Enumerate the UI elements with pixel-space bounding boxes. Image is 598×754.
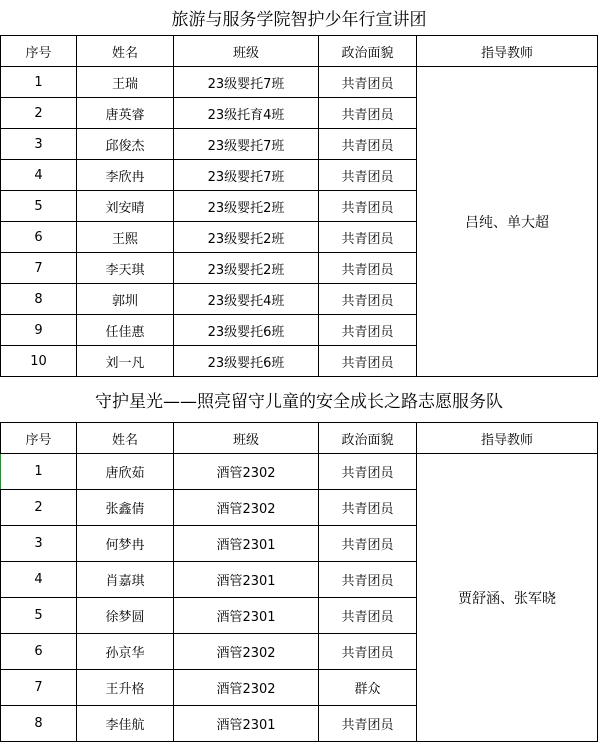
cell-no: 8 [1, 284, 77, 315]
cell-class: 酒管2301 [174, 598, 319, 634]
cell-no: 4 [1, 160, 77, 191]
cell-political: 共青团员 [319, 67, 417, 98]
cell-political: 共青团员 [319, 346, 417, 377]
cell-political: 共青团员 [319, 253, 417, 284]
header-cell-political: 政治面貌 [319, 36, 417, 67]
cell-name: 徐梦圆 [77, 598, 174, 634]
cell-class: 23级婴托7班 [174, 129, 319, 160]
cell-political: 共青团员 [319, 598, 417, 634]
table-title: 守护星光——照亮留守儿童的安全成长之路志愿服务队 [1, 377, 598, 423]
header-row [1, 423, 598, 454]
cell-political: 群众 [319, 670, 417, 706]
cell-class: 23级婴托6班 [174, 315, 319, 346]
team-table-2 [0, 377, 598, 742]
cell-name: 李佳航 [77, 706, 174, 742]
cell-class: 23级婴托2班 [174, 191, 319, 222]
header-cell-class: 班级 [174, 36, 319, 67]
cell-class: 23级婴托7班 [174, 160, 319, 191]
cell-class: 酒管2301 [174, 526, 319, 562]
cell-name: 王熙 [77, 222, 174, 253]
cell-political: 共青团员 [319, 160, 417, 191]
header-row [1, 36, 598, 67]
cell-class: 23级婴托2班 [174, 222, 319, 253]
cell-class: 23级婴托4班 [174, 284, 319, 315]
header-cell-no: 序号 [1, 423, 77, 454]
header-cell-class: 班级 [174, 423, 319, 454]
table-row [1, 67, 598, 98]
cell-name: 唐欣茹 [77, 454, 174, 490]
cell-class: 酒管2302 [174, 454, 319, 490]
cell-no: 6 [1, 222, 77, 253]
cell-name: 孙京华 [77, 634, 174, 670]
cell-name: 刘安晴 [77, 191, 174, 222]
cell-class: 酒管2302 [174, 490, 319, 526]
cell-no: 3 [1, 526, 77, 562]
cell-no: 3 [1, 129, 77, 160]
cell-name: 郭圳 [77, 284, 174, 315]
cell-teacher: 吕纯、单大超 [417, 67, 598, 377]
cell-name: 唐英睿 [77, 98, 174, 129]
cell-class: 23级婴托7班 [174, 67, 319, 98]
cell-political: 共青团员 [319, 706, 417, 742]
cell-name: 王瑞 [77, 67, 174, 98]
cell-political: 共青团员 [319, 490, 417, 526]
cell-political: 共青团员 [319, 284, 417, 315]
cell-class: 23级托育4班 [174, 98, 319, 129]
cell-no: 9 [1, 315, 77, 346]
cell-no: 2 [1, 490, 77, 526]
cell-name: 任佳惠 [77, 315, 174, 346]
cell-name: 张鑫倩 [77, 490, 174, 526]
cell-political: 共青团员 [319, 98, 417, 129]
cell-class: 23级婴托6班 [174, 346, 319, 377]
cell-name: 李天琪 [77, 253, 174, 284]
cell-name: 李欣冉 [77, 160, 174, 191]
cell-political: 共青团员 [319, 222, 417, 253]
cell-class: 酒管2302 [174, 670, 319, 706]
cell-no: 1 [1, 67, 77, 98]
cell-no: 4 [1, 562, 77, 598]
cell-class: 酒管2301 [174, 706, 319, 742]
header-cell-teacher: 指导教师 [417, 36, 598, 67]
header-cell-teacher: 指导教师 [417, 423, 598, 454]
header-cell-name: 姓名 [77, 36, 174, 67]
cell-no: 5 [1, 191, 77, 222]
cell-political: 共青团员 [319, 562, 417, 598]
cell-political: 共青团员 [319, 129, 417, 160]
cell-political: 共青团员 [319, 315, 417, 346]
cell-no: 7 [1, 253, 77, 284]
cell-name: 邱俊杰 [77, 129, 174, 160]
cell-teacher: 贾舒涵、张军晓 [417, 454, 598, 742]
cell-no: 8 [1, 706, 77, 742]
cell-class: 23级婴托2班 [174, 253, 319, 284]
cell-no: 6 [1, 634, 77, 670]
cell-political: 共青团员 [319, 526, 417, 562]
cell-name: 肖嘉琪 [77, 562, 174, 598]
cell-no: 1 [1, 454, 77, 490]
cell-political: 共青团员 [319, 454, 417, 490]
header-cell-no: 序号 [1, 36, 77, 67]
cell-no: 2 [1, 98, 77, 129]
cell-name: 何梦冉 [77, 526, 174, 562]
cell-class: 酒管2301 [174, 562, 319, 598]
cell-no: 7 [1, 670, 77, 706]
header-cell-political: 政治面貌 [319, 423, 417, 454]
cell-no: 10 [1, 346, 77, 377]
cell-name: 刘一凡 [77, 346, 174, 377]
table-title: 旅游与服务学院智护少年行宣讲团 [1, 0, 598, 36]
cell-political: 共青团员 [319, 634, 417, 670]
cell-no: 5 [1, 598, 77, 634]
header-cell-name: 姓名 [77, 423, 174, 454]
cell-name: 王升格 [77, 670, 174, 706]
cell-political: 共青团员 [319, 191, 417, 222]
cell-class: 酒管2302 [174, 634, 319, 670]
table-row [1, 454, 598, 490]
